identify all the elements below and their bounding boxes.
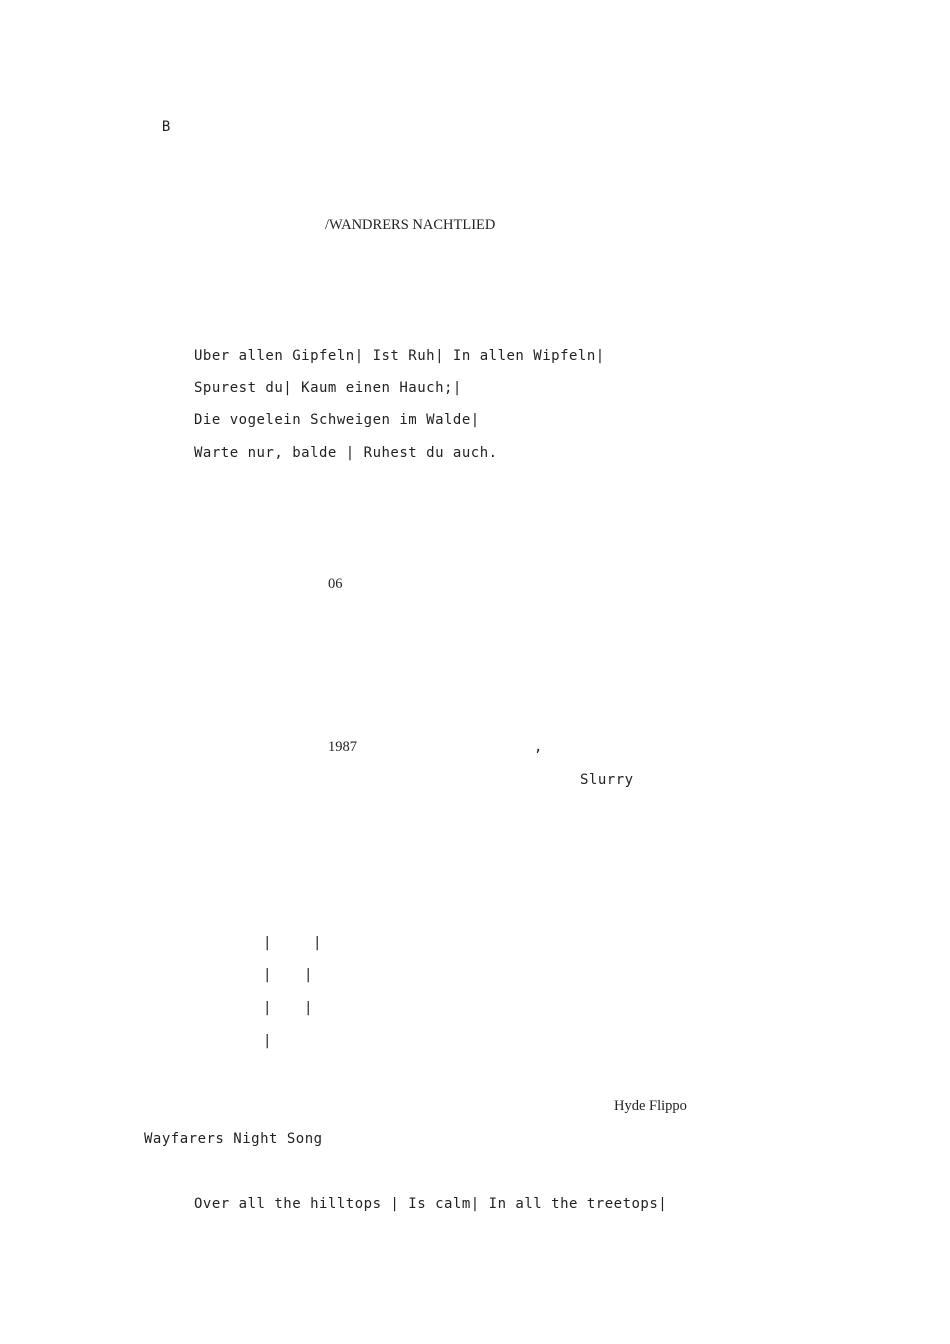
intro-line: B	[144, 119, 171, 135]
stanza-line: |	[304, 1000, 313, 1016]
poem-line: Over all the hilltops | Is calm| In all the treetops|	[194, 1196, 668, 1212]
body-text: ,	[534, 739, 543, 755]
poem-line: Uber allen Gipfeln| Ist Ruh| In allen Wipfeln|	[194, 348, 605, 364]
poem-line: Spurest du| Kaum einen Hauch;|	[194, 380, 462, 396]
body-text: /WANDRERS NACHTLIED	[325, 217, 499, 233]
body-text: Slurry	[580, 772, 643, 788]
poem-line: Die vogelein Schweigen im Walde|	[194, 412, 480, 428]
body-text: Hyde Flippo	[614, 1098, 691, 1114]
stanza-line: |	[263, 935, 272, 951]
stanza-line: |	[304, 967, 313, 983]
stanza-line: |	[263, 1000, 272, 1016]
body-text: Wayfarers Night Song	[144, 1131, 332, 1147]
stanza-line: |	[263, 1033, 272, 1049]
body-text: 06	[328, 576, 347, 592]
poem-line: Warte nur, balde | Ruhest du auch.	[194, 445, 498, 461]
body-text: 1987	[328, 739, 361, 755]
stanza-line: |	[313, 935, 322, 951]
stanza-line: |	[263, 967, 272, 983]
